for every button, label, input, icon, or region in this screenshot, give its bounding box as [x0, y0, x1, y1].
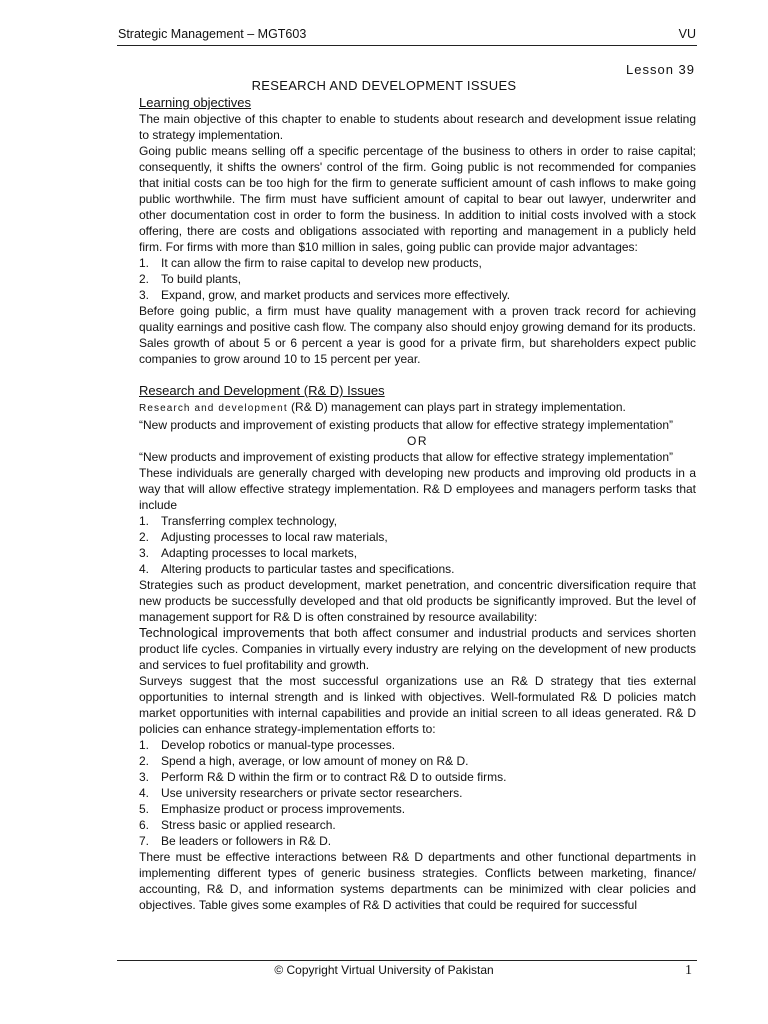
- list-number: 5.: [139, 802, 150, 816]
- paragraph: Strategies such as product development, market penetration, and concentric diversification require that new products be successfully developed and that old products be significantly improved. But the level of management support for R& D is often constrained by resource availability:: [139, 578, 696, 624]
- list-number: 3.: [139, 288, 150, 302]
- list-text: Use university researchers or private sector researchers.: [161, 786, 463, 800]
- list-text: Transferring complex technology,: [161, 514, 338, 528]
- list-item: [139, 737, 696, 753]
- list-text: Spend a high, average, or low amount of money on R& D.: [161, 754, 469, 768]
- defined-term: Research and development: [139, 403, 288, 414]
- paragraph: The main objective of this chapter to enable to students about research and development issue relating to strategy implementation.: [139, 112, 696, 142]
- list-item: [139, 785, 696, 801]
- list-number: 2.: [139, 272, 150, 286]
- list-number: 4.: [139, 786, 150, 800]
- list-text: To build plants,: [161, 272, 242, 286]
- list-text: Expand, grow, and market products and services more effectively.: [161, 288, 511, 302]
- paragraph-text: that both affect consumer and industrial products and services shorten product life cycles. Companies in virtually every industry are relying on the development of new products and services to fuel profitability and growth.: [139, 626, 696, 672]
- paragraph: [139, 625, 696, 673]
- paragraph: Going public means selling off a specific percentage of the business to others in order to raise capital; consequently, it shifts the owners' control of the firm. Going public is not recommended for companies that initial costs can be too high for the firm to generate sufficient amount of cash inflows to make going public worthwhile. The firm must have sufficient amount of capital to bear out lawyer, underwriter and other documentation cost in order to form the business. In addition to initial costs involved with a stock offering, there are costs and obligations associated with reporting and management in a publicly held firm. For firms with more than $10 million in sales, going public can provide major advantages:: [139, 144, 696, 254]
- list-number: 1.: [139, 738, 150, 752]
- list-text: Develop robotics or manual-type processes.: [161, 738, 396, 752]
- list-item: [139, 753, 696, 769]
- page-number: 1: [685, 963, 692, 978]
- list-text: Perform R& D within the firm or to contract R& D to outside firms.: [161, 770, 507, 784]
- list-item: [139, 529, 696, 545]
- lesson-number: Lesson 39: [626, 62, 695, 77]
- running-header: [118, 25, 696, 43]
- list-number: 1.: [139, 256, 150, 270]
- main-content: [139, 94, 696, 913]
- course-title: Strategic Management – MGT603: [118, 27, 307, 41]
- list-number: 3.: [139, 546, 150, 560]
- list-item: [139, 287, 696, 303]
- list-number: 1.: [139, 514, 150, 528]
- university-abbreviation: VU: [678, 27, 696, 41]
- list-text: Adapting processes to local markets,: [161, 546, 358, 560]
- tasks-list: [139, 513, 696, 577]
- section-heading-learning-objectives: Learning objectives: [139, 95, 252, 110]
- list-item: [139, 801, 696, 817]
- list-item: [139, 513, 696, 529]
- list-item: [139, 255, 696, 271]
- paragraph: [139, 399, 696, 417]
- list-number: 7.: [139, 834, 150, 848]
- list-number: 2.: [139, 754, 150, 768]
- list-item: [139, 833, 696, 849]
- list-text: It can allow the firm to raise capital to develop new products,: [161, 256, 482, 270]
- paragraph: These individuals are generally charged with developing new products and improving old products in a way that will allow effective strategy implementation. R& D employees and managers perform tasks that include: [139, 466, 696, 512]
- list-text: Adjusting processes to local raw materials,: [161, 530, 388, 544]
- advantages-list: [139, 255, 696, 303]
- spacer: [139, 367, 696, 382]
- header-divider: [117, 45, 697, 46]
- page-title: RESEARCH AND DEVELOPMENT ISSUES: [251, 78, 517, 93]
- or-separator: OR: [407, 434, 428, 448]
- section-heading-rd-issues: Research and Development (R& D) Issues: [139, 383, 385, 398]
- list-number: 4.: [139, 562, 150, 576]
- list-item: [139, 561, 696, 577]
- copyright-notice: © Copyright Virtual University of Pakistan: [274, 963, 494, 977]
- quote: “New products and improvement of existing products that allow for effective strategy implementation”: [139, 450, 674, 464]
- paragraph: Surveys suggest that the most successful organizations use an R& D strategy that ties external opportunities to internal strength and is linked with objectives. Well-formulated R& D policies match market opportunities with internal capabilities and provide an initial screen to all ideas generated. R& D policies can enhance strategy-implementation efforts to:: [139, 674, 696, 736]
- paragraph-text: (R& D) management can plays part in strategy implementation.: [287, 400, 626, 414]
- list-number: 6.: [139, 818, 150, 832]
- list-item: [139, 271, 696, 287]
- quote: “New products and improvement of existing products that allow for effective strategy implementation”: [139, 418, 674, 432]
- list-number: 2.: [139, 530, 150, 544]
- list-number: 3.: [139, 770, 150, 784]
- list-item: [139, 545, 696, 561]
- list-item: [139, 817, 696, 833]
- paragraph: Before going public, a firm must have quality management with a proven track record for achieving quality earnings and positive cash flow. The company also should enjoy growing demand for its products. Sales growth of about 5 or 6 percent a year is good for a private firm, but shareholders expect public companies to grow around 10 to 15 percent per year.: [139, 304, 696, 366]
- policies-list: [139, 737, 696, 849]
- list-text: Altering products to particular tastes and specifications.: [161, 562, 455, 576]
- list-item: [139, 769, 696, 785]
- paragraph: There must be effective interactions between R& D departments and other functional departments in implementing different types of generic business strategies. Conflicts between marketing, finance/ accounting, R& D, and information systems departments can be minimized with clear policies and objectives. Table gives some examples of R& D activities that could be required for successful: [139, 850, 696, 912]
- list-text: Emphasize product or process improvements.: [161, 802, 406, 816]
- list-text: Be leaders or followers in R& D.: [161, 834, 332, 848]
- lead-phrase: Technological improvements: [139, 625, 305, 640]
- footer-divider: [117, 960, 697, 961]
- list-text: Stress basic or applied research.: [161, 818, 336, 832]
